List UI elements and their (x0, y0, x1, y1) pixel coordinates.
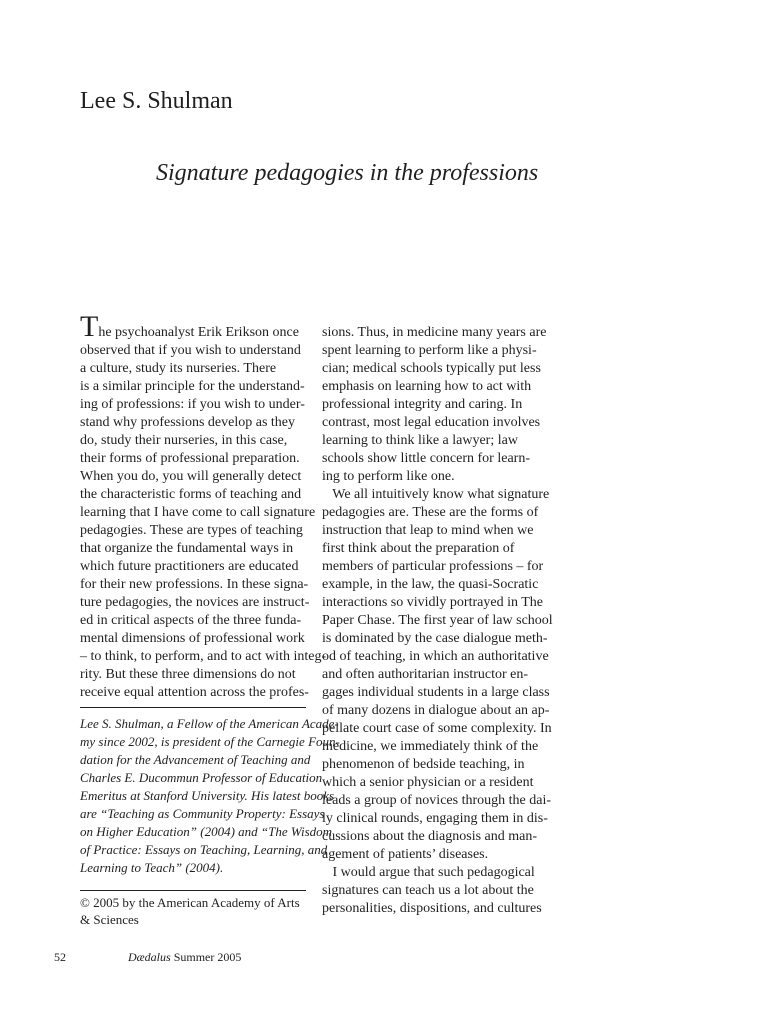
body-text-line: members of particular professions – for (322, 559, 544, 574)
author-name: Lee S. Shulman (80, 88, 233, 114)
body-text-line-text: he psychoanalyst Erik Erikson once (98, 325, 299, 340)
body-text-line: pedagogies are. These are the forms of (322, 505, 539, 520)
body-text-line: leads a group of novices through the dai- (322, 793, 551, 808)
body-text-line: Paper Chase. The first year of law school (322, 613, 553, 628)
bio-divider-bottom (80, 890, 306, 891)
body-text-line: receive equal attention across the profes- (80, 685, 309, 700)
page-number: 52 (54, 950, 66, 964)
body-text-line: We all intuitively know what signature (322, 487, 550, 502)
bio-line: dation for the Advancement of Teaching and (80, 752, 311, 767)
body-text-line: observed that if you wish to understand (80, 343, 301, 358)
body-text-line: of many dozens in dialogue about an ap- (322, 703, 550, 718)
journal-issue: Summer 2005 (173, 950, 242, 964)
bio-line: Charles E. Ducommun Professor of Education (80, 770, 323, 785)
body-text-line: professional integrity and caring. In (322, 397, 523, 412)
copyright-notice (80, 894, 312, 928)
body-text-line: that organize the fundamental ways in (80, 541, 294, 556)
body-text-line: ly clinical rounds, engaging them in dis- (322, 811, 548, 826)
drop-cap: T (80, 310, 99, 343)
body-text-line: agement of patients’ diseases. (322, 847, 489, 862)
body-text-line: signatures can teach us a lot about the (322, 883, 534, 898)
body-text-line: which future practitioners are educated (80, 559, 299, 574)
bio-line: are “Teaching as Community Property: Essays (80, 806, 325, 821)
right-column (322, 324, 554, 918)
body-text-line: instruction that leap to mind when we (322, 523, 534, 538)
body-text-line: I would argue that such pedagogical (322, 865, 535, 880)
bio-line: Emeritus at Stanford University. His latest books (80, 788, 335, 803)
body-text-line: stand why professions develop as they (80, 415, 296, 430)
body-text-line (80, 310, 312, 343)
body-text-line: first think about the preparation of (322, 541, 515, 556)
body-text-line: When you do, you will generally detect (80, 469, 302, 484)
bio-divider-top (80, 707, 306, 708)
body-text-line: cian; medical schools typically put less (322, 361, 541, 376)
body-text-line: a culture, study its nurseries. There (80, 361, 277, 376)
body-text-line: learning that I have come to call signature (80, 505, 316, 520)
body-text-line: ture pedagogies, the novices are instruct- (80, 595, 310, 610)
body-text-line: medicine, we immediately think of the (322, 739, 539, 754)
copyright-line: & Sciences (80, 912, 139, 927)
body-text-line: od of teaching, in which an authoritative (322, 649, 549, 664)
body-text-line: interactions so vividly portrayed in The (322, 595, 543, 610)
body-text-line: is a similar principle for the understand- (80, 379, 305, 394)
bio-line: Learning to Teach” (2004). (80, 860, 224, 875)
body-text-line: ing of professions: if you wish to under- (80, 397, 305, 412)
bio-line: of Practice: Essays on Teaching, Learning, and (80, 842, 328, 857)
body-text-line: schools show little concern for learn- (322, 451, 530, 466)
body-text-line: learning to think like a lawyer; law (322, 433, 518, 448)
journal-footer (128, 950, 241, 965)
body-text-line: ing to perform like one. (322, 469, 455, 484)
body-text-line: is dominated by the case dialogue meth- (322, 631, 548, 646)
body-text-line: and often authoritarian instructor en- (322, 667, 529, 682)
bio-line: my since 2002, is president of the Carnegie Foun- (80, 734, 340, 749)
body-text-line: which a senior physician or a resident (322, 775, 534, 790)
body-text-line: pedagogies. These are types of teaching (80, 523, 303, 538)
bio-line: Lee S. Shulman, a Fellow of the American Acade- (80, 716, 339, 731)
author-bio (80, 715, 340, 877)
body-text-line: – to think, to perform, and to act with integ- (80, 649, 327, 664)
body-text-line: the characteristic forms of teaching and (80, 487, 302, 502)
body-text-line: example, in the law, the quasi-Socratic (322, 577, 539, 592)
body-text-line: pellate court case of some complexity. In (322, 721, 552, 736)
copyright-line: © 2005 by the American Academy of Arts (80, 895, 300, 910)
journal-name: Dædalus (128, 950, 171, 964)
body-text-line: sions. Thus, in medicine many years are (322, 325, 547, 340)
article-title: Signature pedagogies in the professions (156, 160, 539, 186)
body-text-line: phenomenon of bedside teaching, in (322, 757, 525, 772)
body-text-line: emphasis on learning how to act with (322, 379, 532, 394)
body-text-line: mental dimensions of professional work (80, 631, 305, 646)
body-text-line: for their new professions. In these signa- (80, 577, 309, 592)
left-column (80, 310, 327, 702)
body-text-line: rity. But these three dimensions do not (80, 667, 296, 682)
body-text-line: cussions about the diagnosis and man- (322, 829, 538, 844)
body-text-line: personalities, dispositions, and cultures (322, 901, 542, 916)
body-text-line: gages individual students in a large class (322, 685, 550, 700)
body-text-line: spent learning to perform like a physi- (322, 343, 537, 358)
bio-line: on Higher Education” (2004) and “The Wisdom (80, 824, 333, 839)
body-text-line: contrast, most legal education involves (322, 415, 541, 430)
body-text-line: ed in critical aspects of the three funda- (80, 613, 302, 628)
body-text-line: their forms of professional preparation. (80, 451, 300, 466)
body-text-line: do, study their nurseries, in this case, (80, 433, 288, 448)
